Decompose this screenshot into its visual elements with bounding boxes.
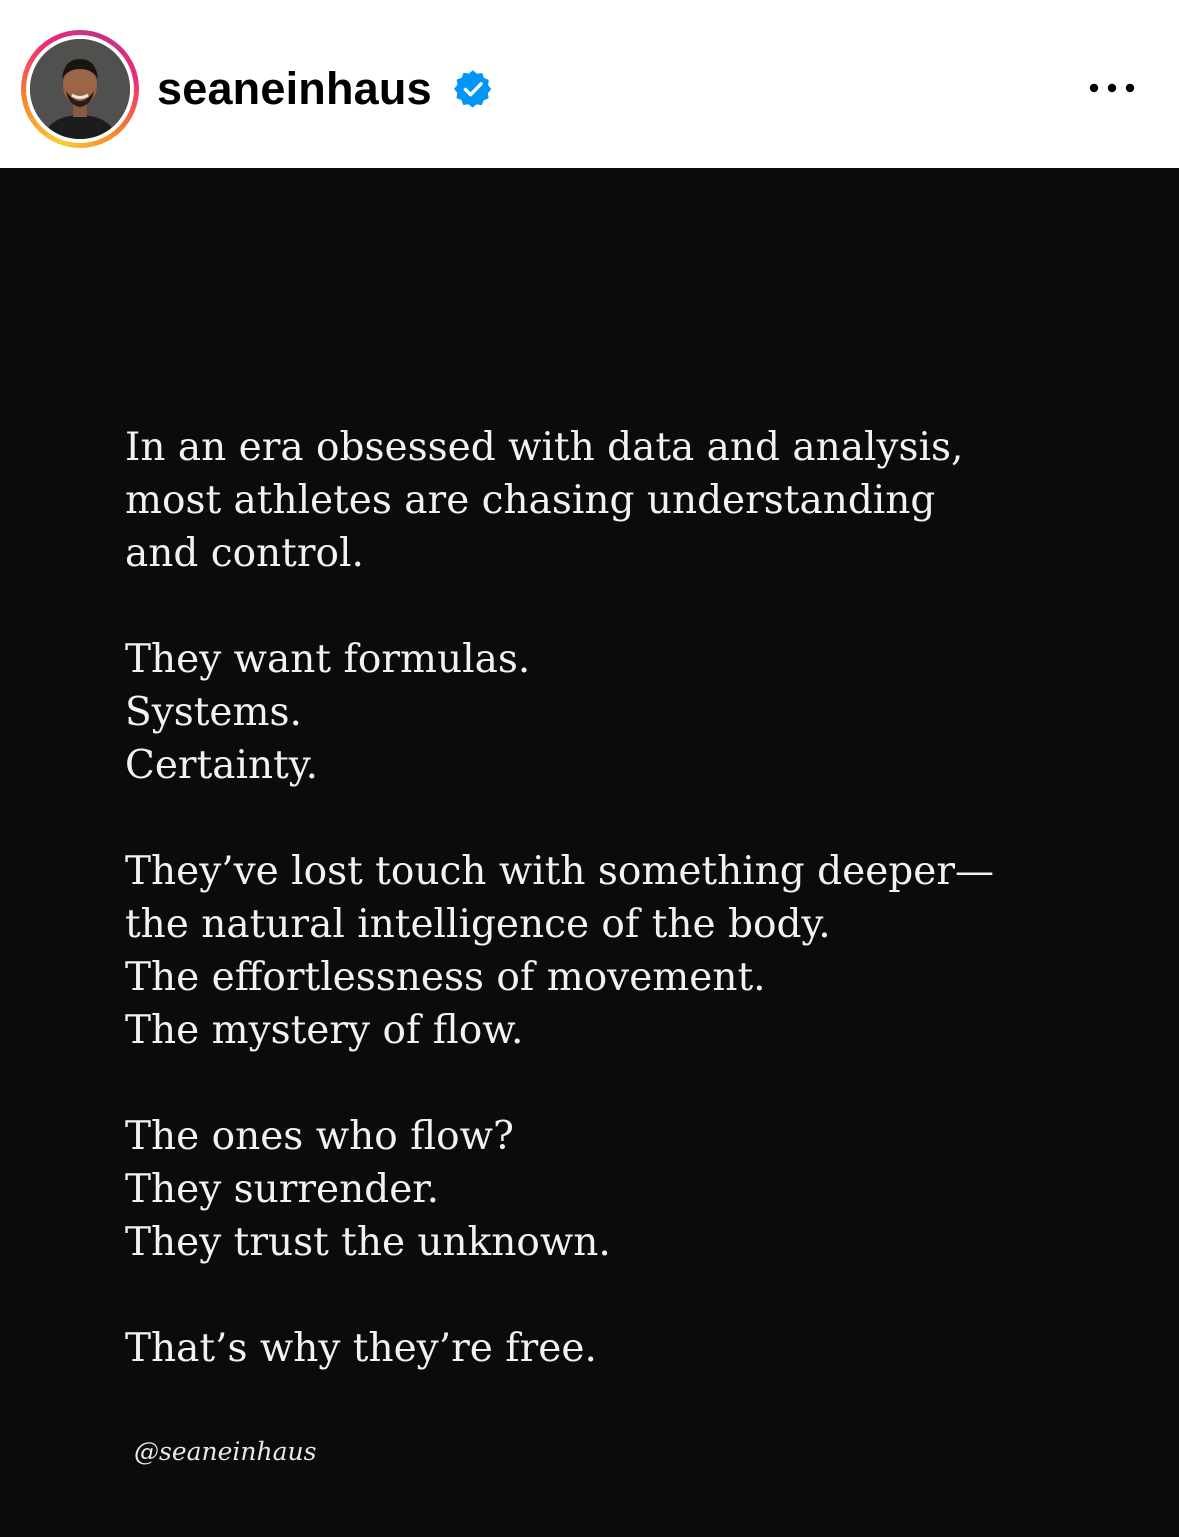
- stanza-intro: [125, 421, 1155, 580]
- stanza-deeper: [125, 845, 1155, 1057]
- author-handle: @seaneinhaus: [134, 1437, 317, 1466]
- post-header: [0, 0, 1179, 168]
- quote-line: The mystery of flow.: [125, 1008, 524, 1053]
- quote-line: In an era obsessed with data and analysis,: [125, 425, 964, 470]
- quote-line: and control.: [125, 531, 364, 576]
- quote-line: They want formulas.: [125, 637, 531, 682]
- quote-line: Systems.: [125, 690, 302, 735]
- post-image[interactable]: [0, 168, 1179, 1537]
- avatar-photo-icon: [30, 39, 130, 139]
- username[interactable]: seaneinhaus: [157, 63, 432, 114]
- quote-line: most athletes are chasing understanding: [125, 478, 936, 523]
- quote-line: Certainty.: [125, 743, 319, 788]
- quote-line: That’s why they’re free.: [125, 1326, 597, 1371]
- quote-line: They trust the unknown.: [125, 1220, 611, 1265]
- more-options-icon[interactable]: [1084, 70, 1140, 106]
- quote-line: They surrender.: [125, 1167, 440, 1212]
- quote-line: They’ve lost touch with something deeper—: [125, 849, 994, 894]
- verified-badge-icon: [454, 70, 492, 108]
- quote-line: The effortlessness of movement.: [125, 955, 766, 1000]
- quote-line: The ones who flow?: [125, 1114, 514, 1159]
- avatar[interactable]: [30, 39, 130, 139]
- story-ring[interactable]: [21, 30, 139, 148]
- stanza-formulas: [125, 633, 1155, 792]
- quote-line: the natural intelligence of the body.: [125, 902, 831, 947]
- stanza-flow: [125, 1110, 1155, 1269]
- stanza-free: [125, 1322, 1155, 1375]
